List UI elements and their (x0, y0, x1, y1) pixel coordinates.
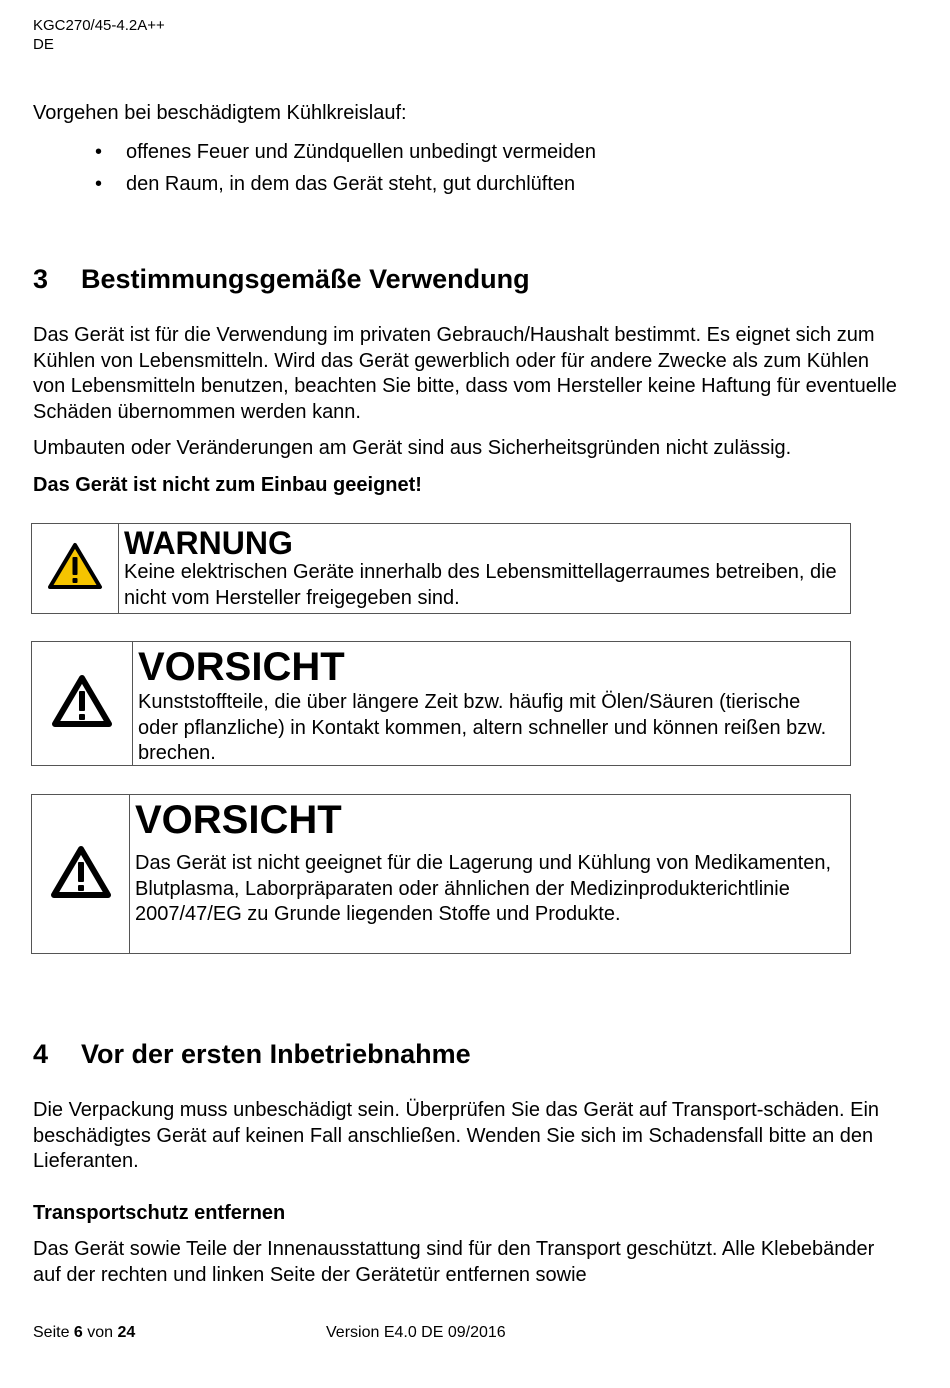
warning-content (124, 526, 842, 611)
section-3-heading (33, 263, 530, 295)
page-number (33, 1323, 135, 1343)
page-prefix: Seite (33, 1324, 70, 1341)
section-4-heading (33, 1038, 471, 1070)
caution-box (31, 794, 851, 954)
section-title: Vor der ersten Inbetriebnahme (81, 1039, 471, 1069)
page-current: 6 (73, 1324, 83, 1341)
section-4-subheading: Transportschutz entfernen (33, 1202, 286, 1224)
warning-triangle-yellow-icon (47, 542, 103, 595)
caution-text: Das Gerät ist nicht geeignet für die Lagerung und Kühlung von Medikamenten, Blutplasma, Laborpräparaten oder ähnlichen der Medizinprodukterichtlinie 2007/47/EG zu Grunde liegenden Stoffe und Produkte. (135, 852, 831, 925)
warning-triangle-outline-icon (50, 845, 112, 904)
warning-triangle-outline-icon (51, 674, 113, 733)
intro-heading: Vorgehen bei beschädigtem Kühlkreislauf: (33, 102, 407, 124)
version-label: Version E4.0 DE 09/2016 (326, 1324, 506, 1341)
section-number: 3 (33, 264, 49, 294)
caution-content (135, 797, 842, 928)
warning-box (31, 523, 851, 614)
caution-title: VORSICHT (138, 645, 345, 689)
warning-title: WARNUNG (124, 525, 293, 561)
intro-bullet-list (95, 136, 596, 200)
page-separator: von (87, 1324, 114, 1341)
section-title: Bestimmungsgemäße Verwendung (81, 264, 530, 294)
list-item: • offenes Feuer und Zündquellen unbedingt vermeiden (95, 136, 596, 168)
caution-text: Kunststoffteile, die über längere Zeit bzw. häufig mit Ölen/Säuren (tierische oder pflanzliche) in Kontakt kommen, altern schneller und können reißen bzw. brechen. (138, 691, 827, 764)
section-3-paragraph-3: Das Gerät ist nicht zum Einbau geeignet! (33, 474, 422, 496)
section-4-paragraph-2: Das Gerät sowie Teile der Innenausstattung sind für den Transport geschützt. Alle Klebebänder auf der rechten und linken Seite der Gerätetür entfernen sowie (33, 1238, 875, 1286)
section-3-paragraph-1: Das Gerät ist für die Verwendung im privaten Gebrauch/Haushalt bestimmt. Es eignet sich zum Kühlen von Lebensmitteln. Wird das Gerät gewerblich oder für andere Zwecke als zum Kühlen von Lebensmitteln benutzen, beachten Sie bitte, dass vom Hersteller keine Haftung für eventuelle Schäden übernommen werden kann. (33, 324, 897, 423)
document-header (33, 16, 165, 54)
language-code: DE (33, 36, 54, 53)
model-number: KGC270/45-4.2A++ (33, 17, 165, 34)
list-item: • den Raum, in dem das Gerät steht, gut durchlüften (95, 168, 596, 200)
warning-icon-cell (32, 524, 119, 613)
warning-text: Keine elektrischen Geräte innerhalb des Lebensmittellagerraumes betreiben, die nicht vom Hersteller freigegeben sind. (124, 561, 837, 609)
section-number: 4 (33, 1039, 49, 1069)
caution-box (31, 641, 851, 766)
section-3-paragraph-2: Umbauten oder Veränderungen am Gerät sind aus Sicherheitsgründen nicht zulässig. (33, 437, 792, 459)
caution-icon-cell (32, 795, 130, 953)
page-total: 24 (117, 1324, 136, 1341)
caution-content (138, 644, 842, 767)
section-4-paragraph-1: Die Verpackung muss unbeschädigt sein. Überprüfen Sie das Gerät auf Transport-schäden. Ein beschädigtes Gerät auf keinen Fall anschließen. Wenden Sie sich im Schadensfall bitte an den Lieferanten. (33, 1099, 880, 1172)
caution-icon-cell (32, 642, 133, 765)
caution-title: VORSICHT (135, 798, 342, 842)
